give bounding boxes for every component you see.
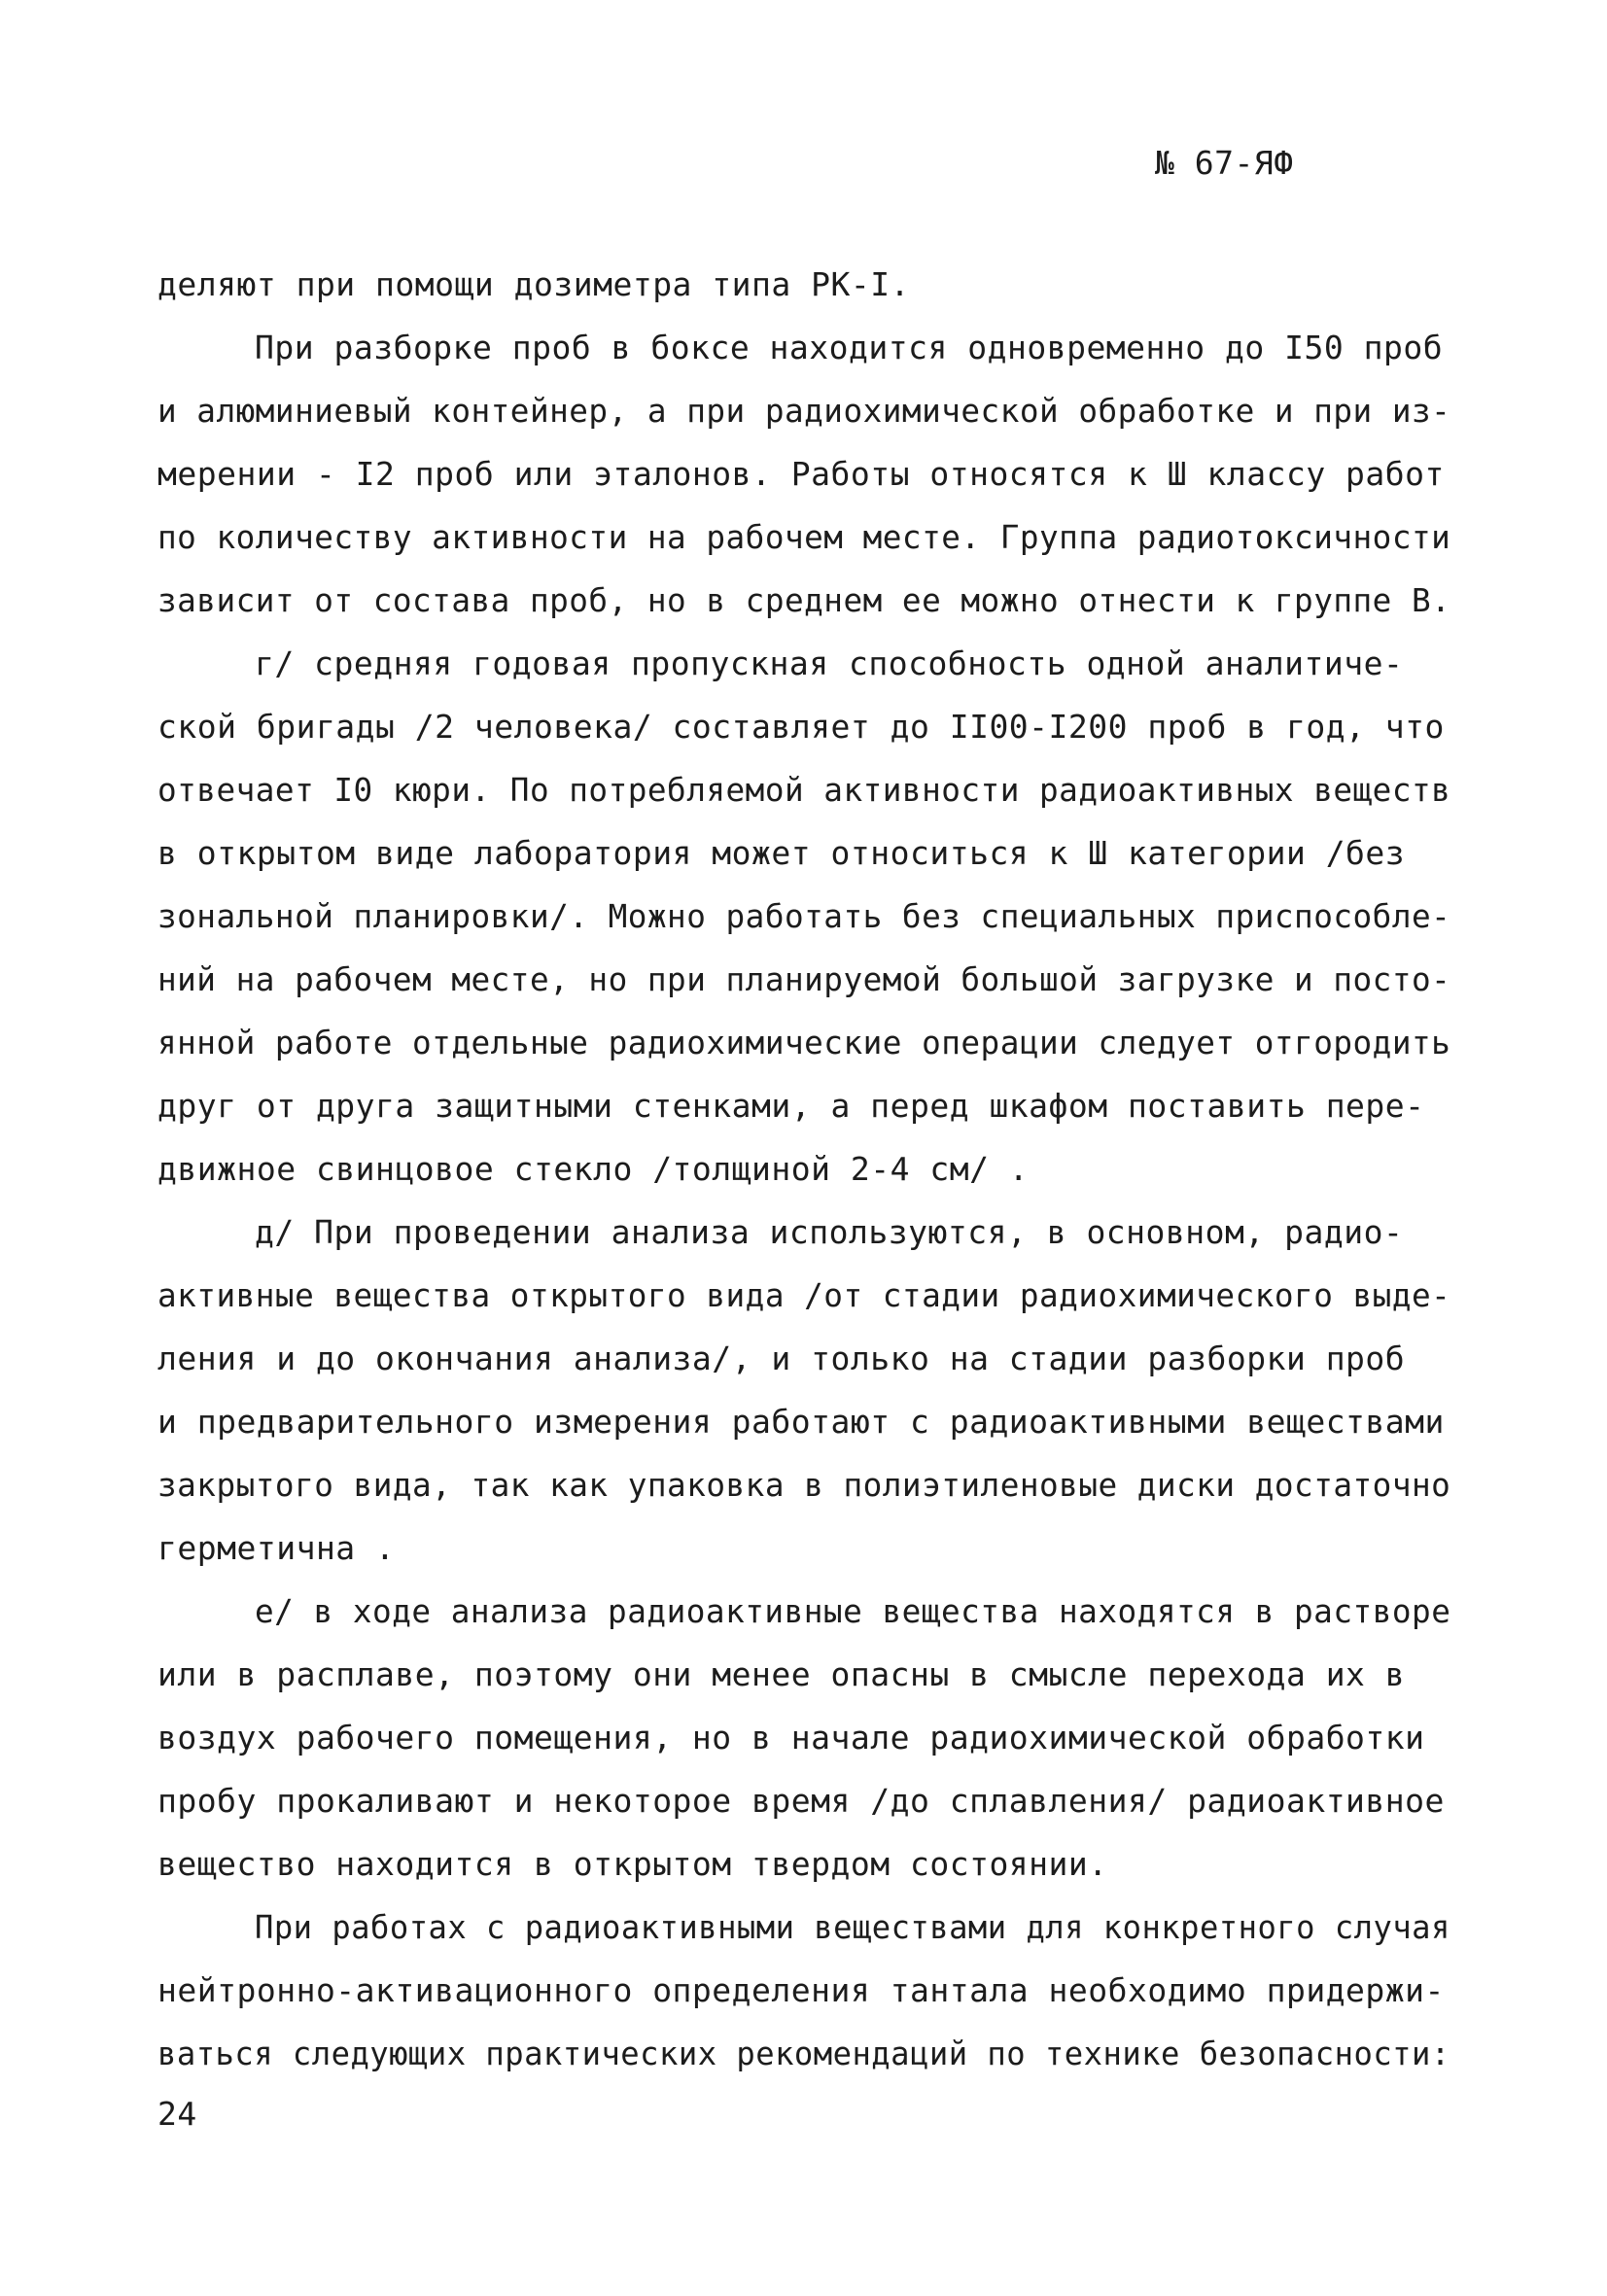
text-line: зональной планировки/. Можно работать без специальных приспособле- xyxy=(157,897,1451,935)
body-text xyxy=(157,253,1480,2085)
text-line: в открытом виде лаборатория может относиться к Ш категории /без xyxy=(157,834,1406,872)
text-line: по количеству активности на рабочем месте. Группа радиотоксичности xyxy=(157,518,1451,556)
text-line: друг от друга защитными стенками, а перед шкафом поставить пере- xyxy=(157,1087,1425,1125)
text-line: герметична . xyxy=(157,1529,396,1567)
page-number: 24 xyxy=(157,2095,197,2133)
text-line: закрытого вида, так как упаковка в полиэтиленовые диски достаточно xyxy=(157,1466,1451,1504)
text-line: активные вещества открытого вида /от стадии радиохимического выде- xyxy=(157,1276,1451,1314)
text-line: д/ При проведении анализа используются, в основном, радио- xyxy=(255,1213,1404,1251)
text-line: движное свинцовое стекло /толщиной 2-4 см/ . xyxy=(157,1150,1030,1188)
text-line: ний на рабочем месте, но при планируемой большой загрузке и посто- xyxy=(157,960,1451,998)
text-line: отвечает I0 кюри. По потребляемой активности радиоактивных веществ xyxy=(157,771,1451,809)
text-line: ваться следующих практических рекомендаций по технике безопасности: xyxy=(157,2035,1450,2072)
text-line: нейтронно-активационного определения тантала необходимо придержи- xyxy=(157,1971,1445,2009)
text-line: ления и до окончания анализа/, и только на стадии разборки проб xyxy=(157,1339,1406,1377)
text-line: При разборке проб в боксе находится одновременно до I50 проб xyxy=(255,329,1444,366)
text-line: и предварительного измерения работают с радиоактивными веществами xyxy=(157,1403,1445,1441)
text-line: или в расплаве, поэтому они менее опасны в смысле перехода их в xyxy=(157,1655,1406,1693)
text-line: деляют при помощи дозиметра типа РК-I. xyxy=(157,265,910,303)
text-line: е/ в ходе анализа радиоактивные вещества находятся в растворе xyxy=(255,1592,1451,1630)
text-line: пробу прокаливают и некоторое время /до сплавления/ радиоактивное xyxy=(157,1782,1445,1820)
text-line: г/ средняя годовая пропускная способность одной аналитиче- xyxy=(255,644,1404,682)
text-line: и алюминиевый контейнер, а при радиохимической обработке и при из- xyxy=(157,392,1451,430)
document-number: № 67-ЯФ xyxy=(1155,144,1294,182)
text-line: ской бригады /2 человека/ составляет до II00-I200 проб в год, что xyxy=(157,708,1445,746)
text-line: вещество находится в открытом твердом состоянии. xyxy=(157,1845,1108,1883)
text-line: янной работе отдельные радиохимические операции следует отгородить xyxy=(157,1024,1451,1061)
text-line: зависит от состава проб, но в среднем ее можно отнести к группе В. xyxy=(157,581,1451,619)
text-line: воздух рабочего помещения, но в начале радиохимической обработки xyxy=(157,1719,1425,1757)
text-line: мерении - I2 проб или эталонов. Работы относятся к Ш классу работ xyxy=(157,455,1445,493)
text-line: При работах с радиоактивными веществами для конкретного случая xyxy=(255,1908,1450,1946)
